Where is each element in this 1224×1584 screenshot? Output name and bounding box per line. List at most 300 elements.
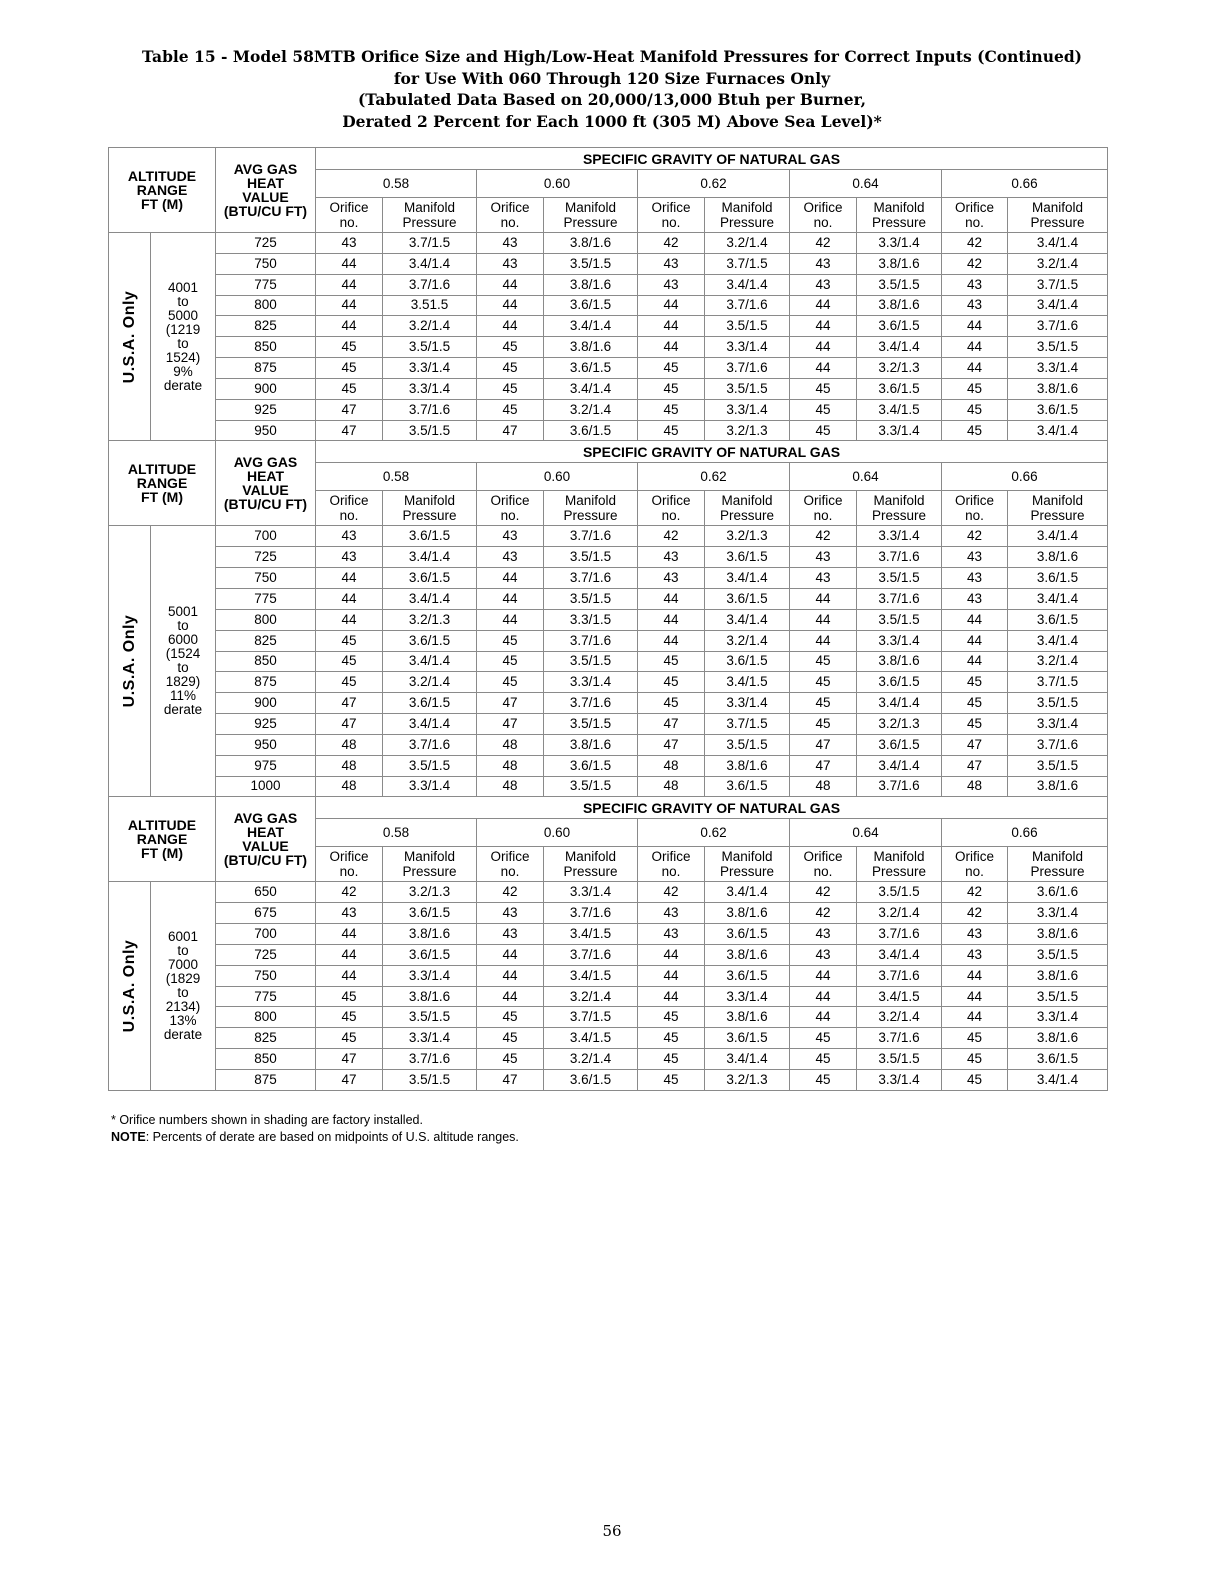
manifold-header-line: Pressure [1030, 215, 1085, 230]
gravity-value: 0.66 [942, 170, 1108, 198]
manifold-pressure-cell: 3.4/1.4 [383, 714, 477, 735]
manifold-header [857, 198, 942, 233]
manifold-header [705, 491, 790, 526]
orifice-cell: 44 [942, 1007, 1008, 1028]
manifold-header-line: Manifold [873, 493, 925, 509]
manifold-pressure-cell: 3.4/1.4 [1008, 233, 1108, 254]
manifold-pressure-cell: 3.8/1.6 [705, 755, 790, 776]
orifice-cell: 44 [790, 358, 857, 379]
altitude-range-line: (1219 [165, 321, 201, 337]
region-label: U.S.A. Only [120, 939, 138, 1033]
manifold-pressure-cell: 3.3/1.4 [1008, 358, 1108, 379]
manifold-pressure-cell: 3.4/1.4 [383, 547, 477, 568]
manifold-pressure-cell: 3.7/1.6 [857, 965, 942, 986]
orifice-cell: 43 [316, 903, 383, 924]
altitude-range-line: 9% [173, 363, 193, 379]
orifice-cell: 45 [316, 986, 383, 1007]
manifold-header [544, 847, 638, 882]
manifold-pressure-cell: 3.7/1.6 [544, 944, 638, 965]
altitude-range-line: 1829) [165, 674, 201, 690]
manifold-pressure-cell: 3.7/1.6 [383, 274, 477, 295]
region-cell [109, 526, 151, 797]
manifold-header-line: Manifold [564, 200, 617, 215]
manifold-pressure-cell: 3.3/1.4 [705, 693, 790, 714]
orifice-header-line: Orifice [329, 493, 369, 509]
orifice-cell: 48 [316, 755, 383, 776]
altitude-range-line: 5001 [167, 604, 199, 620]
table-row [109, 253, 1108, 274]
heat-value-cell: 850 [216, 337, 316, 358]
manifold-pressure-cell: 3.4/1.5 [544, 924, 638, 945]
orifice-cell: 42 [790, 882, 857, 903]
manifold-pressure-cell: 3.4/1.4 [383, 588, 477, 609]
orifice-cell: 42 [942, 526, 1008, 547]
manifold-pressure-cell: 3.4/1.5 [544, 1028, 638, 1049]
orifice-header [638, 491, 705, 526]
orifice-cell: 45 [477, 1007, 544, 1028]
orifice-cell: 45 [790, 1028, 857, 1049]
manifold-pressure-cell: 3.8/1.6 [705, 944, 790, 965]
manifold-pressure-cell: 3.6/1.5 [705, 924, 790, 945]
orifice-cell: 44 [638, 295, 705, 316]
orifice-cell: 43 [316, 547, 383, 568]
heat-value-cell: 925 [216, 399, 316, 420]
orifice-header-line: Orifice [651, 849, 691, 865]
orifice-cell: 48 [790, 776, 857, 797]
orifice-cell: 45 [942, 1049, 1008, 1070]
note-label: NOTE [111, 1129, 146, 1144]
orifice-cell: 44 [942, 651, 1008, 672]
heat-value-cell: 975 [216, 755, 316, 776]
orifice-cell: 45 [942, 672, 1008, 693]
manifold-pressure-cell: 3.8/1.6 [544, 274, 638, 295]
manifold-pressure-cell: 3.8/1.6 [544, 734, 638, 755]
orifice-cell: 43 [942, 274, 1008, 295]
manifold-pressure-cell: 3.8/1.6 [1008, 776, 1108, 797]
orifice-cell: 42 [316, 882, 383, 903]
heat-value-cell: 650 [216, 882, 316, 903]
heat-value-cell: 800 [216, 1007, 316, 1028]
orifice-cell: 47 [477, 420, 544, 441]
orifice-cell: 44 [942, 630, 1008, 651]
orifice-cell: 44 [790, 630, 857, 651]
manifold-pressure-cell: 3.2/1.4 [544, 399, 638, 420]
manifold-header [857, 847, 942, 882]
orifice-cell: 45 [316, 630, 383, 651]
heat-value-cell: 875 [216, 1070, 316, 1091]
orifice-cell: 45 [790, 378, 857, 399]
manifold-pressure-cell: 3.2/1.4 [544, 1049, 638, 1070]
orifice-cell: 45 [638, 693, 705, 714]
altitude-header-line: RANGE [136, 831, 188, 848]
footnotes [111, 1112, 519, 1145]
gravity-value: 0.62 [638, 819, 790, 847]
manifold-header [857, 491, 942, 526]
manifold-header-line: Manifold [564, 493, 617, 509]
header-row [109, 441, 1108, 463]
manifold-pressure-cell: 3.2/1.4 [1008, 253, 1108, 274]
orifice-cell: 43 [638, 253, 705, 274]
manifold-pressure-cell: 3.2/1.4 [705, 233, 790, 254]
altitude-range-line: to [177, 943, 189, 959]
manifold-pressure-cell: 3.4/1.4 [1008, 420, 1108, 441]
manifold-pressure-cell: 3.2/1.4 [705, 630, 790, 651]
manifold-pressure-cell: 3.4/1.4 [1008, 588, 1108, 609]
manifold-header-line: Pressure [1030, 864, 1085, 880]
altitude-header [109, 797, 216, 882]
orifice-cell: 43 [638, 568, 705, 589]
heat-value-cell: 825 [216, 630, 316, 651]
orifice-cell: 44 [316, 588, 383, 609]
manifold-pressure-cell: 3.5/1.5 [383, 337, 477, 358]
manifold-pressure-cell: 3.3/1.4 [705, 399, 790, 420]
region-label: U.S.A. Only [120, 290, 138, 384]
avg-gas-header [216, 797, 316, 882]
avg-gas-header-line: AVG GAS [233, 810, 298, 827]
header-row [109, 797, 1108, 819]
table-row [109, 378, 1108, 399]
orifice-cell: 45 [316, 358, 383, 379]
orifice-header-line: no. [339, 864, 359, 880]
manifold-header-line: Manifold [403, 849, 456, 865]
manifold-pressure-cell: 3.5/1.5 [544, 776, 638, 797]
manifold-pressure-cell: 3.8/1.6 [705, 903, 790, 924]
manifold-header-line: Manifold [721, 493, 773, 509]
manifold-header-line: Manifold [403, 200, 456, 215]
heat-value-cell: 775 [216, 986, 316, 1007]
manifold-pressure-cell: 3.7/1.6 [544, 693, 638, 714]
orifice-cell: 45 [477, 1049, 544, 1070]
orifice-header-line: Orifice [490, 493, 530, 509]
manifold-pressure-cell: 3.4/1.4 [1008, 295, 1108, 316]
manifold-pressure-cell: 3.6/1.5 [1008, 399, 1108, 420]
avg-gas-header-line: (BTU/CU FT) [223, 496, 308, 513]
avg-gas-header-line: VALUE [242, 838, 289, 855]
specific-gravity-header: SPECIFIC GRAVITY OF NATURAL GAS [316, 441, 1108, 463]
title-line-3: (Tabulated Data Based on 20,000/13,000 Btuh per Burner, [357, 90, 867, 109]
table-row [109, 693, 1108, 714]
orifice-cell: 47 [477, 714, 544, 735]
orifice-cell: 44 [316, 253, 383, 274]
manifold-pressure-cell: 3.7/1.6 [1008, 316, 1108, 337]
manifold-header-line: Manifold [721, 200, 773, 215]
orifice-cell: 44 [790, 588, 857, 609]
manifold-pressure-cell: 3.8/1.6 [857, 651, 942, 672]
heat-value-cell: 800 [216, 609, 316, 630]
orifice-cell: 44 [638, 609, 705, 630]
altitude-range-line: 6001 [167, 929, 199, 945]
orifice-cell: 45 [477, 672, 544, 693]
orifice-cell: 44 [942, 358, 1008, 379]
manifold-pressure-cell: 3.5/1.5 [1008, 755, 1108, 776]
orifice-cell: 44 [477, 588, 544, 609]
orifice-cell: 42 [942, 882, 1008, 903]
orifice-cell: 47 [316, 693, 383, 714]
manifold-pressure-cell: 3.5/1.5 [383, 1007, 477, 1028]
manifold-pressure-cell: 3.8/1.6 [544, 337, 638, 358]
manifold-pressure-cell: 3.8/1.6 [857, 295, 942, 316]
manifold-header-line: Pressure [719, 864, 775, 880]
manifold-pressure-cell: 3.4/1.5 [544, 965, 638, 986]
manifold-header-line: Pressure [719, 215, 775, 230]
orifice-cell: 47 [790, 755, 857, 776]
orifice-cell: 45 [790, 399, 857, 420]
altitude-range-cell [151, 882, 216, 1090]
manifold-pressure-cell: 3.5/1.5 [383, 420, 477, 441]
table-row [109, 337, 1108, 358]
manifold-pressure-cell: 3.7/1.5 [1008, 274, 1108, 295]
orifice-header-line: Orifice [651, 200, 691, 215]
manifold-pressure-cell: 3.5/1.5 [544, 588, 638, 609]
manifold-pressure-cell: 3.7/1.5 [705, 253, 790, 274]
heat-value-cell: 800 [216, 295, 316, 316]
orifice-cell: 45 [638, 1007, 705, 1028]
manifold-pressure-cell: 3.4/1.4 [857, 755, 942, 776]
manifold-pressure-cell: 3.6/1.5 [705, 1028, 790, 1049]
orifice-cell: 45 [316, 1007, 383, 1028]
orifice-cell: 44 [477, 274, 544, 295]
avg-gas-header-line: HEAT [246, 175, 285, 191]
manifold-pressure-cell: 3.4/1.4 [705, 274, 790, 295]
avg-gas-header-line: VALUE [242, 189, 289, 205]
manifold-pressure-cell: 3.6/1.5 [1008, 1049, 1108, 1070]
manifold-pressure-cell: 3.4/1.4 [383, 253, 477, 274]
orifice-header-line: no. [965, 864, 984, 880]
gravity-value: 0.60 [477, 819, 638, 847]
orifice-cell: 44 [316, 295, 383, 316]
orifice-cell: 43 [942, 295, 1008, 316]
manifold-pressure-cell: 3.5/1.5 [1008, 944, 1108, 965]
manifold-pressure-cell: 3.7/1.6 [857, 776, 942, 797]
heat-value-cell: 950 [216, 734, 316, 755]
orifice-cell: 44 [942, 316, 1008, 337]
manifold-pressure-cell: 3.7/1.6 [857, 924, 942, 945]
orifice-cell: 43 [790, 944, 857, 965]
altitude-range-cell [151, 233, 216, 441]
orifice-header [316, 491, 383, 526]
manifold-pressure-cell: 3.7/1.5 [383, 233, 477, 254]
orifice-cell: 44 [790, 316, 857, 337]
manifold-pressure-cell: 3.8/1.6 [1008, 924, 1108, 945]
manifold-pressure-cell: 3.2/1.3 [705, 526, 790, 547]
manifold-pressure-cell: 3.7/1.6 [857, 1028, 942, 1049]
orifice-header-line: no. [661, 508, 681, 524]
orifice-header-line: no. [339, 508, 359, 524]
manifold-pressure-cell: 3.6/1.5 [857, 672, 942, 693]
table-row [109, 903, 1108, 924]
manifold-pressure-cell: 3.2/1.4 [544, 986, 638, 1007]
manifold-pressure-cell: 3.8/1.6 [383, 924, 477, 945]
manifold-pressure-cell: 3.7/1.6 [544, 526, 638, 547]
orifice-cell: 45 [477, 378, 544, 399]
table-row [109, 526, 1108, 547]
table-row [109, 609, 1108, 630]
orifice-cell: 44 [942, 609, 1008, 630]
manifold-pressure-cell: 3.8/1.6 [544, 233, 638, 254]
altitude-range-line: to [177, 618, 189, 634]
manifold-pressure-cell: 3.3/1.4 [857, 1070, 942, 1091]
manifold-pressure-cell: 3.4/1.5 [857, 986, 942, 1007]
note-text: : Percents of derate are based on midpoints of U.S. altitude ranges. [145, 1129, 519, 1144]
altitude-header-line: ALTITUDE [127, 168, 197, 184]
orifice-cell: 47 [477, 693, 544, 714]
orifice-cell: 45 [638, 651, 705, 672]
manifold-pressure-cell: 3.8/1.6 [1008, 547, 1108, 568]
manifold-pressure-cell: 3.7/1.6 [857, 588, 942, 609]
heat-value-cell: 725 [216, 944, 316, 965]
manifold-pressure-cell: 3.7/1.6 [1008, 734, 1108, 755]
orifice-cell: 43 [477, 526, 544, 547]
orifice-cell: 45 [638, 1049, 705, 1070]
altitude-range-line: 13% [169, 1013, 197, 1029]
manifold-pressure-cell: 3.8/1.6 [705, 1007, 790, 1028]
manifold-pressure-cell: 3.5/1.5 [857, 274, 942, 295]
manifold-pressure-cell: 3.3/1.4 [857, 526, 942, 547]
manifold-header-line: Pressure [1030, 508, 1085, 524]
orifice-cell: 47 [638, 714, 705, 735]
heat-value-cell: 875 [216, 672, 316, 693]
heat-value-cell: 925 [216, 714, 316, 735]
orifice-cell: 44 [477, 316, 544, 337]
manifold-pressure-cell: 3.6/1.5 [857, 378, 942, 399]
orifice-cell: 44 [477, 568, 544, 589]
gravity-value: 0.58 [316, 819, 477, 847]
altitude-header-line: ALTITUDE [127, 817, 197, 834]
manifold-pressure-cell: 3.2/1.3 [705, 1070, 790, 1091]
manifold-pressure-cell: 3.8/1.6 [1008, 1028, 1108, 1049]
title-line-2: for Use With 060 Through 120 Size Furnaces Only [393, 68, 831, 88]
orifice-cell: 45 [942, 714, 1008, 735]
heat-value-cell: 725 [216, 547, 316, 568]
orifice-header [316, 847, 383, 882]
manifold-pressure-cell: 3.2/1.3 [857, 714, 942, 735]
orifice-header [477, 198, 544, 233]
orifice-cell: 45 [638, 420, 705, 441]
manifold-pressure-cell: 3.4/1.4 [544, 378, 638, 399]
orifice-cell: 44 [316, 316, 383, 337]
table-row [109, 358, 1108, 379]
region-cell [109, 882, 151, 1090]
orifice-cell: 44 [638, 337, 705, 358]
orifice-cell: 43 [638, 547, 705, 568]
manifold-pressure-cell: 3.3/1.4 [705, 986, 790, 1007]
orifice-cell: 45 [638, 1028, 705, 1049]
manifold-pressure-cell: 3.7/1.6 [544, 568, 638, 589]
orifice-cell: 47 [790, 734, 857, 755]
region-label: U.S.A. Only [120, 615, 138, 708]
table-row [109, 965, 1108, 986]
orifice-cell: 45 [638, 358, 705, 379]
table-row [109, 986, 1108, 1007]
orifice-cell: 47 [477, 1070, 544, 1091]
manifold-pressure-cell: 3.2/1.4 [857, 1007, 942, 1028]
manifold-pressure-cell: 3.5/1.5 [857, 1049, 942, 1070]
manifold-header [1008, 847, 1108, 882]
heat-value-cell: 850 [216, 651, 316, 672]
avg-gas-header-line: AVG GAS [233, 161, 298, 177]
manifold-pressure-cell: 3.6/1.5 [383, 568, 477, 589]
orifice-cell: 43 [477, 903, 544, 924]
orifice-cell: 48 [638, 776, 705, 797]
orifice-cell: 44 [316, 609, 383, 630]
orifice-header-line: no. [661, 864, 681, 880]
orifice-header [316, 198, 383, 233]
manifold-pressure-cell: 3.6/1.5 [383, 944, 477, 965]
manifold-pressure-cell: 3.5/1.5 [857, 568, 942, 589]
manifold-pressure-cell: 3.2/1.4 [383, 672, 477, 693]
manifold-pressure-cell: 3.5/1.5 [544, 547, 638, 568]
orifice-header-line: Orifice [803, 200, 843, 215]
table-row [109, 944, 1108, 965]
manifold-pressure-cell: 3.5/1.5 [1008, 693, 1108, 714]
manifold-pressure-cell: 3.7/1.6 [544, 903, 638, 924]
orifice-cell: 45 [790, 651, 857, 672]
orifice-cell: 47 [316, 399, 383, 420]
manifold-pressure-cell: 3.2/1.4 [383, 316, 477, 337]
orifice-cell: 43 [790, 274, 857, 295]
manifold-pressure-cell: 3.6/1.5 [857, 316, 942, 337]
gravity-value: 0.58 [316, 463, 477, 491]
manifold-pressure-cell: 3.5/1.5 [383, 1070, 477, 1091]
orifice-header-line: no. [813, 864, 833, 880]
orifice-cell: 44 [638, 316, 705, 337]
manifold-header-line: Manifold [873, 200, 925, 215]
orifice-cell: 44 [942, 986, 1008, 1007]
altitude-header-line: RANGE [136, 182, 188, 198]
orifice-header-line: Orifice [803, 849, 843, 865]
avg-gas-header [216, 148, 316, 233]
table-row [109, 1049, 1108, 1070]
avg-gas-header-line: HEAT [246, 468, 285, 485]
orifice-header-line: no. [500, 864, 520, 880]
orifice-cell: 42 [790, 233, 857, 254]
altitude-header-line: ALTITUDE [127, 461, 197, 478]
orifice-cell: 48 [316, 776, 383, 797]
orifice-cell: 45 [316, 378, 383, 399]
orifice-cell: 44 [316, 924, 383, 945]
manifold-header-line: Manifold [1032, 849, 1084, 865]
avg-gas-header-line: (BTU/CU FT) [223, 203, 308, 219]
manifold-pressure-cell: 3.4/1.5 [705, 672, 790, 693]
manifold-header-line: Pressure [563, 215, 618, 230]
manifold-pressure-cell: 3.3/1.4 [383, 358, 477, 379]
manifold-pressure-cell: 3.6/1.5 [1008, 609, 1108, 630]
manifold-pressure-cell: 3.6/1.5 [544, 755, 638, 776]
altitude-range-line: to [177, 293, 189, 309]
manifold-pressure-cell: 3.6/1.6 [1008, 882, 1108, 903]
table-row [109, 1070, 1108, 1091]
manifold-pressure-cell: 3.3/1.4 [544, 882, 638, 903]
orifice-cell: 43 [477, 547, 544, 568]
orifice-cell: 45 [638, 1070, 705, 1091]
orifice-cell: 44 [942, 965, 1008, 986]
manifold-header-line: Pressure [871, 215, 927, 230]
altitude-range-line: derate [163, 377, 203, 393]
orifice-cell: 42 [477, 882, 544, 903]
manifold-pressure-cell: 3.7/1.6 [544, 630, 638, 651]
orifice-cell: 45 [790, 693, 857, 714]
manifold-pressure-cell: 3.6/1.5 [383, 693, 477, 714]
manifold-pressure-cell: 3.6/1.5 [383, 630, 477, 651]
manifold-pressure-cell: 3.3/1.5 [544, 609, 638, 630]
orifice-cell: 44 [638, 630, 705, 651]
region-cell [109, 233, 151, 441]
orifice-cell: 45 [316, 672, 383, 693]
orifice-cell: 44 [790, 986, 857, 1007]
table-row [109, 547, 1108, 568]
manifold-pressure-cell: 3.3/1.4 [383, 378, 477, 399]
manifold-pressure-cell: 3.4/1.4 [383, 651, 477, 672]
